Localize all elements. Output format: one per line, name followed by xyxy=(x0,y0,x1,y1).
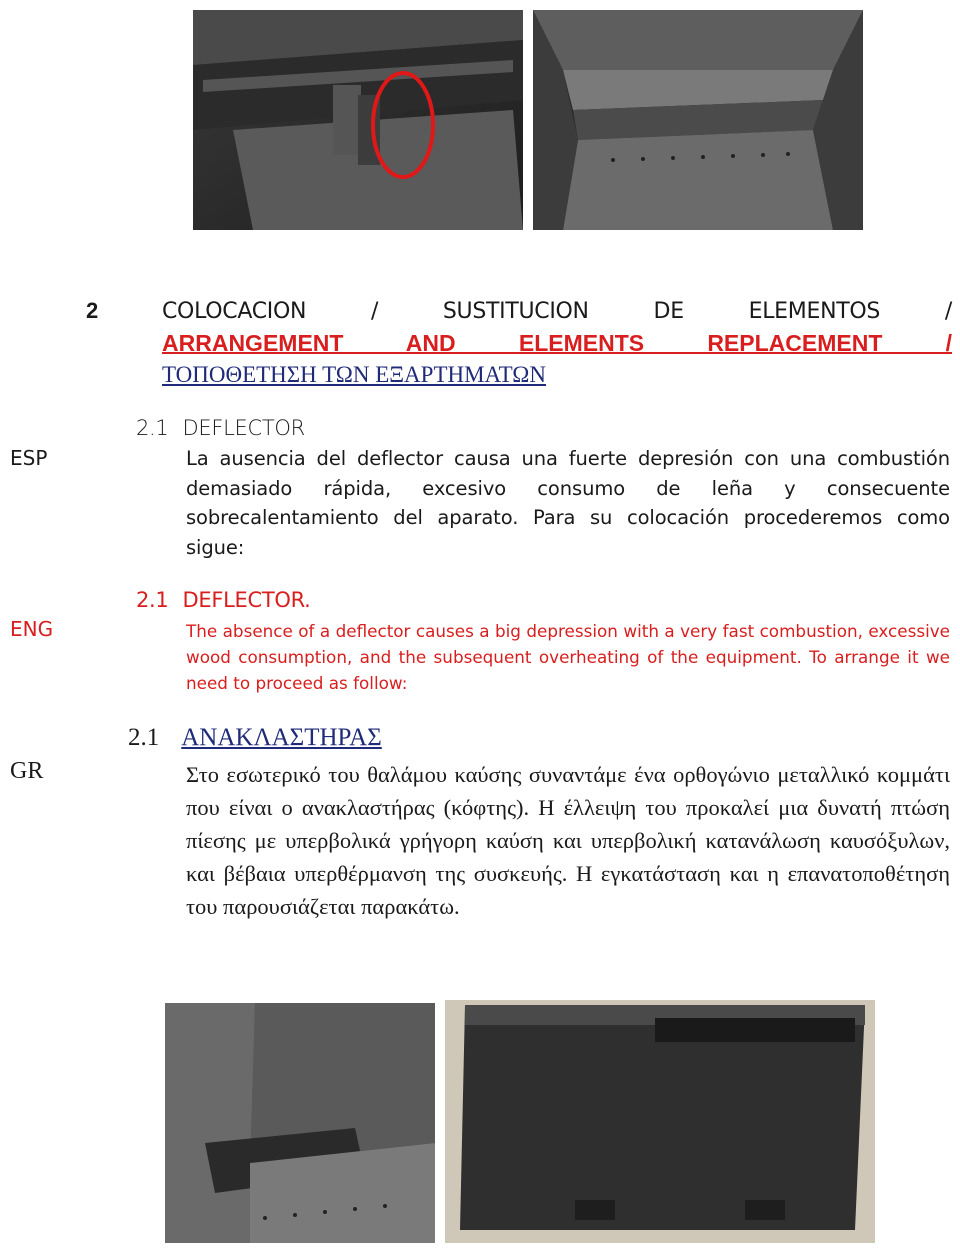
eng-subheading xyxy=(136,588,311,612)
photo-deflector-plate xyxy=(445,1000,875,1243)
esp-subheading xyxy=(136,416,305,440)
gr-paragraph: Στο εσωτερικό του θαλάμου καύσης συναντάμε ένα ορθογώνιο μεταλλικό κομμάτι που είναι ο ανακλαστήρας (κόφτης). Η έλλειψη του προκαλεί μια δυνατή πτώση πίεσης με υπερβολικά γρήγορη καύση και υπερβολική κατανάλωση καυσόξυλων, και βέβαια υπερθέρμανση της συσκευής. Η εγκατάσταση και η επανατοποθέτηση του παρουσιάζεται παρακάτω. xyxy=(186,762,950,919)
section-title-esp: COLOCACION / SUSTITUCION DE ELEMENTOS / xyxy=(162,299,952,324)
photo-combustion-chamber xyxy=(533,10,863,230)
gr-sub-number: 2.1 xyxy=(128,724,160,751)
section-title-eng: ARRANGEMENT AND ELEMENTS REPLACEMENT / xyxy=(162,330,952,356)
lang-label-esp: ESP xyxy=(10,446,48,470)
esp-sub-number: 2.1 xyxy=(136,416,169,440)
photo-deflector-bracket xyxy=(193,10,523,230)
esp-sub-title: DEFLECTOR xyxy=(182,416,305,440)
gr-sub-title: ΑΝΑΚΛΑΣΤΗΡΑΣ xyxy=(181,724,382,751)
esp-paragraph: La ausencia del deflector causa una fuerte depresión con una combustión demasiado rápida, excesivo consumo de leña y consecuente sobrecalentamiento del aparato. Para su colocación procederemos como sigue: xyxy=(186,447,950,559)
section-number: 2 xyxy=(86,298,99,323)
section-title-gr: ΤΟΠΟΘΕΤΗΣΗ ΤΩΝ ΕΞΑΡΤΗΜΑΤΩΝ xyxy=(162,362,546,387)
photo-deflector-placement xyxy=(165,1003,435,1243)
eng-sub-title: DEFLECTOR. xyxy=(182,588,311,612)
eng-paragraph: The absence of a deflector causes a big depression with a very fast combustion, excessive wood consumption, and the subsequent overheating of the equipment. To arrange it we need to proceed as follow: xyxy=(186,621,950,693)
eng-sub-number: 2.1 xyxy=(136,588,169,612)
lang-label-gr: GR xyxy=(10,758,44,784)
gr-subheading xyxy=(128,724,382,752)
lang-label-eng: ENG xyxy=(10,617,54,641)
